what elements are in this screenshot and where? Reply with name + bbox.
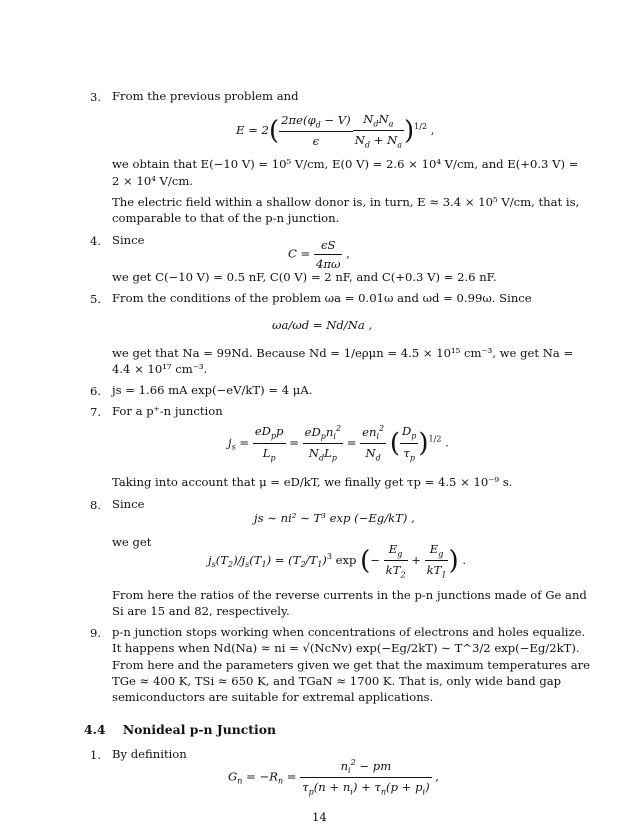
item-number-3: 3. (90, 90, 102, 104)
item9-line3: From here and the parameters given we get that the maximum temperatures are (112, 658, 591, 672)
item5-line3: 4.4 × 10¹⁷ cm⁻³. (112, 362, 208, 376)
item-number-9: 9. (90, 626, 102, 640)
item8-line2: Si are 15 and 82, respectively. (112, 604, 290, 618)
item3-line2: 2 × 10⁴ V/cm. (112, 174, 193, 188)
item-number-8: 8. (90, 498, 102, 512)
item9-line1: p-n junction stops working when concentrations of electrons and holes equalize. (112, 625, 586, 639)
item3-line3: The electric field within a shallow donor is, in turn, E ≈ 3.4 × 10⁵ V/cm, that is, (112, 195, 580, 209)
item8-line1: From here the ratios of the reverse currents in the p-n junctions made of Ge and (112, 588, 587, 602)
equation-saturation-current: $j_s$ = $\frac{eD_pp}{L_p}$ = $\frac{eD_pn_i^2}{N_dL_p}$ = $\frac{en_i^2}{N_d}$ ( $\frac{D_p}{\tau_p}$ )$^{1/2}$ . (228, 424, 449, 463)
section-heading (84, 722, 276, 737)
item7-line1: Taking into account that μ = eD/kT, we finally get τp = 4.5 × 10⁻⁹ s. (112, 475, 513, 489)
item9-line5: semiconductors are suitable for extremal applications. (112, 690, 434, 704)
item4-intro: Since (112, 233, 145, 247)
equation-capacitance: C = $\frac{\epsilon S}{4\pi\omega}$ , (288, 238, 350, 271)
item6-line1: js = 1.66 mA exp(−eV/kT) = 4 μA. (112, 383, 313, 397)
item4-line1: we get C(−10 V) = 0.5 nF, C(0 V) = 2 nF, and C(+0.3 V) = 2.6 nF. (112, 270, 497, 284)
equation-generation-rate: $G_n = -R_n$ = $\frac{n_i^2 - pm}{\tau_p(n + n_i) + \tau_n(p + p_i)}$ , (228, 758, 439, 797)
item8-we-get: we get (112, 535, 152, 549)
section-number: 4.4 (84, 722, 106, 737)
section-title: Nonideal p-n Junction (122, 722, 276, 737)
item8-equation1: js ∼ ni² ∼ T³ exp (−Eg/kT) , (254, 511, 415, 525)
item-number-7: 7. (90, 405, 102, 419)
item9-line4: TGe ≈ 400 K, TSi ≈ 650 K, and TGaN ≈ 1700 K. That is, only wide band gap (112, 674, 562, 688)
item-number-4: 4. (90, 234, 102, 248)
item-number-1: 1. (90, 748, 102, 762)
item5-line2: we get that Na = 99Nd. Because Nd = 1/eρμn = 4.5 × 10¹⁵ cm⁻³, we get Na = (112, 346, 574, 360)
page-number: 14 (312, 810, 327, 824)
item7-intro: For a p⁺-n junction (112, 404, 223, 418)
item3-intro: From the previous problem and (112, 89, 299, 103)
item-number-5: 5. (90, 292, 102, 306)
item8-intro: Since (112, 497, 145, 511)
item3-line4: comparable to that of the p-n junction. (112, 211, 340, 225)
item5-line1: From the conditions of the problem ωa = 0.01ω and ωd = 0.99ω. Since (112, 291, 532, 305)
item3-line1: we obtain that E(−10 V) = 10⁵ V/cm, E(0 V) = 2.6 × 10⁴ V/cm, and E(+0.3 V) = (112, 157, 579, 171)
equation-current-ratio: $j_s(T_2)/j_s(T_1) = (T_2/T_1)^3$ exp (− $\frac{E_g}{kT_2}$ + $\frac{E_g}{kT_1}$ ) . (208, 542, 467, 580)
item1-intro: By definition (112, 747, 187, 761)
item-number-6: 6. (90, 384, 102, 398)
item5-equation: ωa/ωd = Nd/Na , (272, 318, 373, 332)
item9-line2: It happens when Nd(Na) ≈ ni = √(NcNv) exp(−Eg/2kT) ∼ T^3/2 exp(−Eg/2kT). (112, 641, 580, 655)
equation-field-E: E = 2( $\frac{2\pi e(\varphi_d - V)}{\epsilon}$ $\frac{N_dN_a}{N_d + N_a}$ )$^{1/2}$ , (236, 112, 435, 150)
paren-left: ( (268, 115, 280, 146)
